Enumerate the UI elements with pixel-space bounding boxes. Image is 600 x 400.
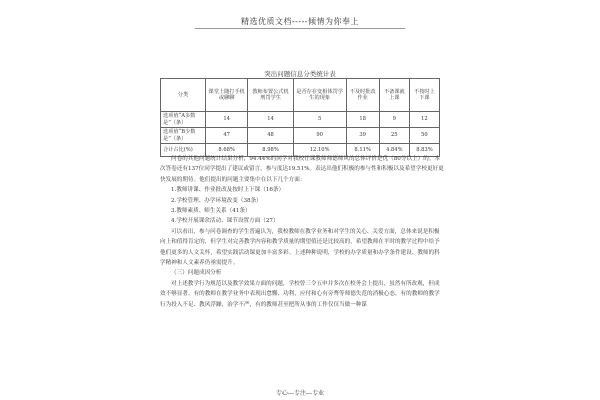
table-cell: 25	[379, 128, 409, 144]
table-header-row	[161, 79, 440, 112]
column-header: 不及时批改作业	[346, 79, 379, 112]
table-cell: 8.11%	[346, 144, 379, 157]
paragraph: 可以看出，参与问卷调查的学生普遍认为，我校教师在教学业务和对学生的关心、关爱方面，总体来说是积极向上和值得肯定的，但学生对完善教学内容和教学质量的期望值还是比较高的，希望教师在平时的教学过程中给予他们更多的人文关怀，希望实践活动课更加丰富多彩。上述种种说明，学校的办学质量和办学条件建设、教师的科学精神和人文素养仍亟需提升。	[160, 228, 440, 267]
body-text	[160, 154, 444, 310]
column-header: 教师布置公式机刑罚学生	[248, 79, 293, 112]
table-cell: 18	[346, 112, 379, 128]
list-item: 3.教师素质、师生关系（41条）	[171, 208, 251, 215]
section-heading: （三）问题成因分析	[171, 270, 222, 277]
table-cell: 14	[248, 112, 293, 128]
table-cell: 4.84%	[379, 144, 409, 157]
list-item: 4.学校开展课余活动、课节设置方面（27）	[171, 218, 279, 225]
column-header: 不按时上下课	[409, 79, 439, 112]
paragraph: 对上述教学行为规范以及教学效果方面的问题，学校曾三令五申并多次在校务会上提出，虽然有所改观，但成效不够显著。有的教师在教学业务中表现出怠懈、功利，应付和心有旁骛等师德失范的消极心态，有的教师的教学行为投入不足、教风浮躁，治学不严，有的教师甚至把所从事的工作仅仅当做一种谋	[160, 280, 440, 308]
paragraph: 问卷的其他问题统计结果分析，94.44%的同学对我校任课教师师德师风的总体评价是优（80分以上）的。本次答卷还有137位同学提出了建议或留言，参与度达19.51%。表达出他们积极的参与性和积极以及希望学校更好更快发展的期待。他们提出的问题主要集中在以下几个方面：	[160, 156, 444, 183]
table-cell: 12	[409, 112, 439, 128]
table-cell: 8.83%	[409, 144, 439, 157]
table-cell: 8.68%	[206, 144, 248, 157]
list-item: 2.学校管理、办学环境改变（38条）	[171, 197, 262, 204]
table-cell: 39	[346, 128, 379, 144]
table-cell: 12.10%	[293, 144, 346, 157]
table-cell: 48	[248, 128, 293, 144]
row-label: 选项值“A多数是”（条）	[161, 112, 206, 128]
column-header: 分类	[161, 79, 206, 112]
page-footer: 专心---专注---专业	[275, 390, 325, 397]
row-label: 选项值“B少数是”（条）	[161, 128, 206, 144]
table-cell: 5	[293, 112, 346, 128]
statistics-table	[160, 78, 440, 157]
row-label: 合计占比(%)	[161, 144, 206, 157]
table-row	[161, 128, 440, 144]
page-header: 精选优质文档-----倾情为你奉上	[240, 17, 359, 26]
column-header: 课堂上随打手机或聊聊	[206, 79, 248, 112]
table-title: 突出问题信息分类统计表	[264, 70, 336, 78]
table-row	[161, 112, 440, 128]
table-cell: 9	[379, 112, 409, 128]
column-header: 是否存在变相体罚学生的现象	[293, 79, 346, 112]
column-header: 不备课就上课	[379, 79, 409, 112]
table-cell: 8.98%	[248, 144, 293, 157]
table-cell: 90	[293, 128, 346, 144]
table-cell: 14	[206, 112, 248, 128]
header-divider	[195, 28, 405, 29]
list-item: 1.教师讲课、作业批改及按时上下课（16条）	[171, 187, 285, 194]
table-cell: 50	[409, 128, 439, 144]
table-cell: 47	[206, 128, 248, 144]
